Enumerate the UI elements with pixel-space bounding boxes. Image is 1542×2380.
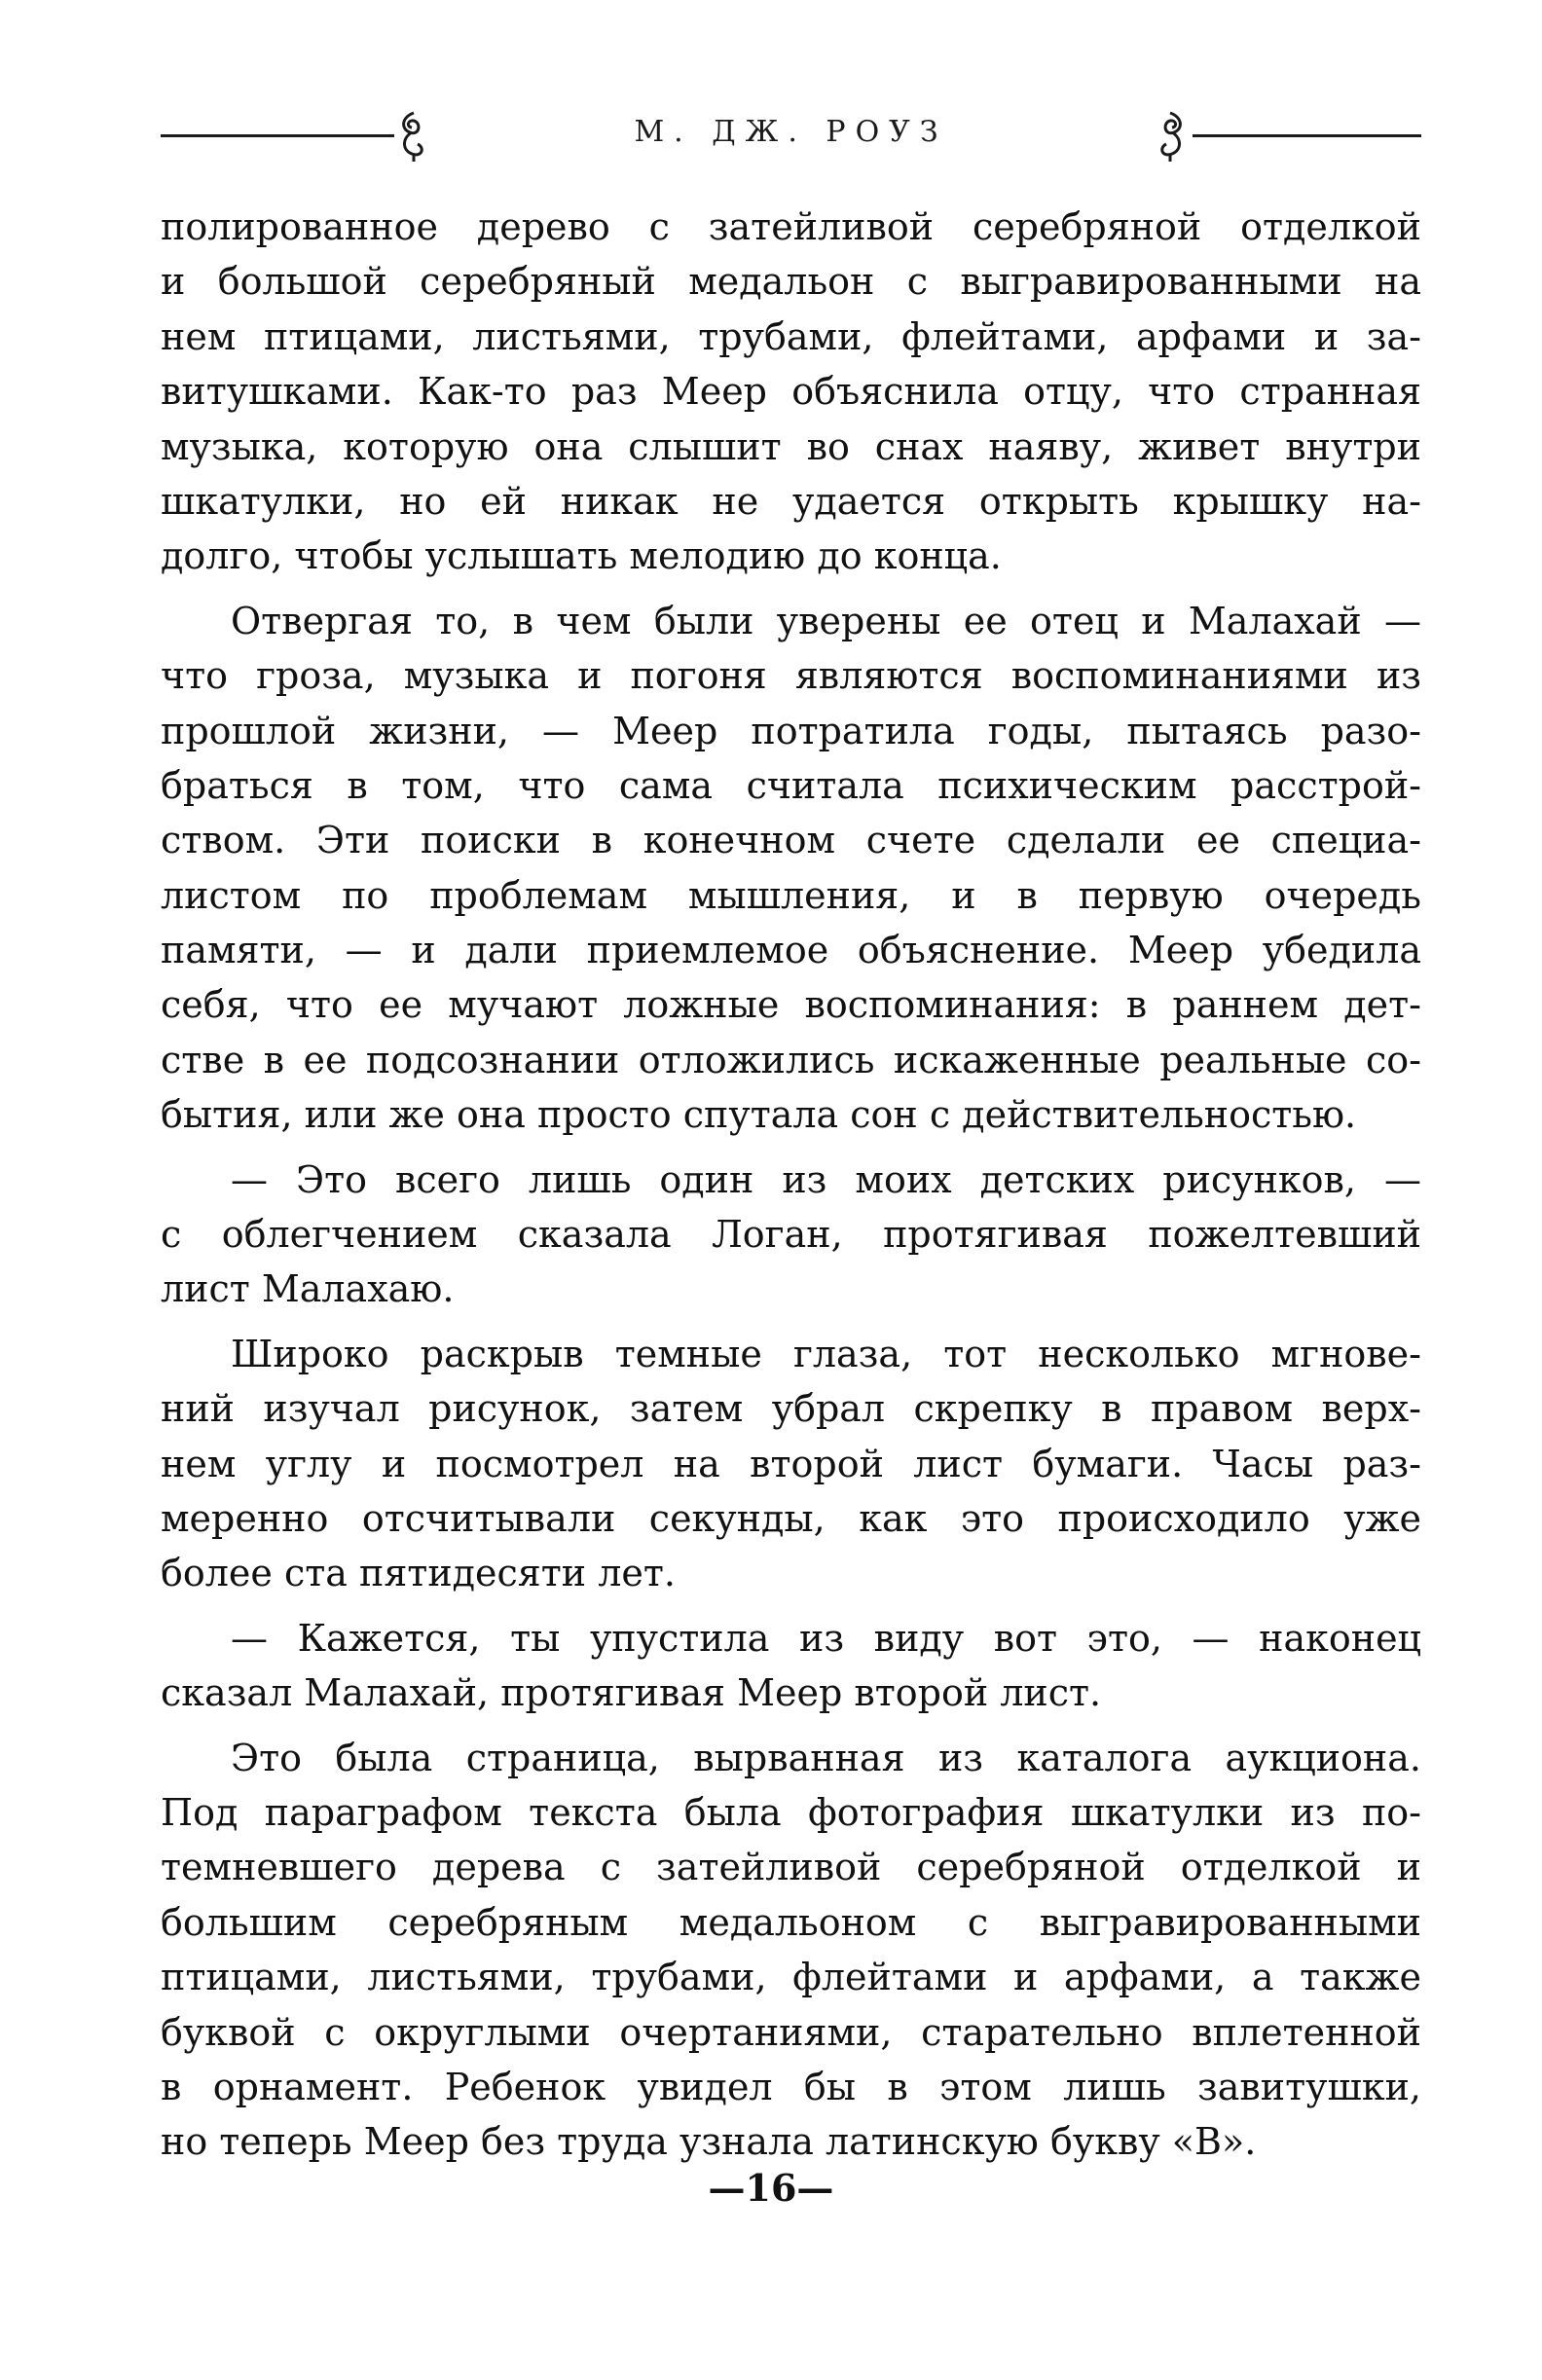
- text-line: буквой с округлыми очертаниями, старательно вплетенной: [161, 2010, 1421, 2054]
- paragraph-gap: [161, 1721, 1421, 1731]
- text-line: — Это всего лишь один из моих детских рисунков, —: [231, 1157, 1421, 1201]
- paragraph: [161, 1731, 1421, 2170]
- text-line: себя, что ее мучают ложные воспоминания: в раннем дет-: [161, 983, 1421, 1027]
- page-number: —16—: [708, 2166, 834, 2210]
- paragraph: [161, 594, 1421, 1143]
- text-line: нем углу и посмотрел на второй лист бумаги. Часы раз-: [161, 1442, 1421, 1485]
- text-line: птицами, листьями, трубами, флейтами и арфами, а также: [161, 1956, 1421, 1999]
- text-line: но теперь Меер без труда узнала латинскую букву «В».: [161, 2120, 1257, 2164]
- text-line: Широко раскрыв темные глаза, тот несколько мгнове-: [231, 1332, 1421, 1375]
- running-head: [161, 107, 1421, 165]
- text-line: ний изучал рисунок, затем убрал скрепку в правом верх-: [161, 1387, 1421, 1431]
- text-line: Под параграфом текста была фотография шкатулки из по-: [161, 1790, 1421, 1834]
- paragraph-gap: [161, 1601, 1421, 1611]
- text-line: в орнамент. Ребенок увидел бы в этом лишь завитушки,: [161, 2065, 1421, 2108]
- paragraph-gap: [161, 1143, 1421, 1153]
- body-text: [161, 200, 1421, 2170]
- text-line: темневшего дерева с затейливой серебряной отделкой и: [161, 1846, 1421, 1889]
- text-line: шкатулки, но ей никак не удается открыть крышку на-: [161, 479, 1421, 523]
- text-line: витушками. Как-то раз Меер объяснила отцу, что странная: [161, 370, 1421, 414]
- text-line: полированное дерево с затейливой серебряной отделкой: [161, 205, 1421, 248]
- text-line: браться в том, что сама считала психическим расстрой-: [161, 763, 1421, 807]
- text-line: музыка, которую она слышит во снах наяву, живет внутри: [161, 424, 1421, 468]
- header-rule-right: [1193, 134, 1421, 137]
- text-line: памяти, — и дали приемлемое объяснение. Меер убедила: [161, 929, 1421, 972]
- text-line: с облегчением сказала Логан, протягивая пожелтевший: [161, 1213, 1421, 1257]
- text-line: — Кажется, ты упустила из виду вот это, — наконец: [231, 1616, 1421, 1660]
- text-line: лист Малахаю.: [161, 1267, 455, 1311]
- paragraph: [161, 1327, 1421, 1601]
- paragraph-gap: [161, 584, 1421, 594]
- text-line: стве в ее подсознании отложились искаженные реальные со-: [161, 1038, 1421, 1081]
- paragraph-gap: [161, 1317, 1421, 1327]
- running-head-author: М. ДЖ. РОУЗ: [634, 115, 948, 149]
- text-line: Это была страница, вырванная из каталога аукциона.: [231, 1736, 1421, 1779]
- text-line: что гроза, музыка и погоня являются воспоминаниями из: [161, 654, 1421, 698]
- text-line: долго, чтобы услышать мелодию до конца.: [161, 534, 1002, 578]
- text-line: большим серебряным медальоном с выгравированными: [161, 1900, 1421, 1944]
- text-line: листом по проблемам мышления, и в первую очередь: [161, 873, 1421, 917]
- text-line: меренно отсчитывали секунды, как это происходило уже: [161, 1496, 1421, 1540]
- flourish-right-icon: [1149, 109, 1192, 164]
- text-line: бытия, или же она просто спутала сон с действительностью.: [161, 1093, 1357, 1137]
- text-line: прошлой жизни, — Меер потратила годы, пытаясь разо-: [161, 709, 1421, 752]
- paragraph: [161, 200, 1421, 584]
- text-line: сказал Малахай, протягивая Меер второй лист.: [161, 1671, 1102, 1715]
- text-line: и большой серебряный медальон с выгравированными на: [161, 260, 1421, 304]
- text-line: ством. Эти поиски в конечном счете сделали ее специа-: [161, 819, 1421, 862]
- paragraph: [161, 1153, 1421, 1317]
- paragraph: [161, 1611, 1421, 1721]
- text-line: нем птицами, листьями, трубами, флейтами, арфами и за-: [161, 314, 1421, 358]
- text-line: Отвергая то, в чем были уверены ее отец и Малахай —: [231, 599, 1421, 642]
- text-line: более ста пятидесяти лет.: [161, 1552, 676, 1595]
